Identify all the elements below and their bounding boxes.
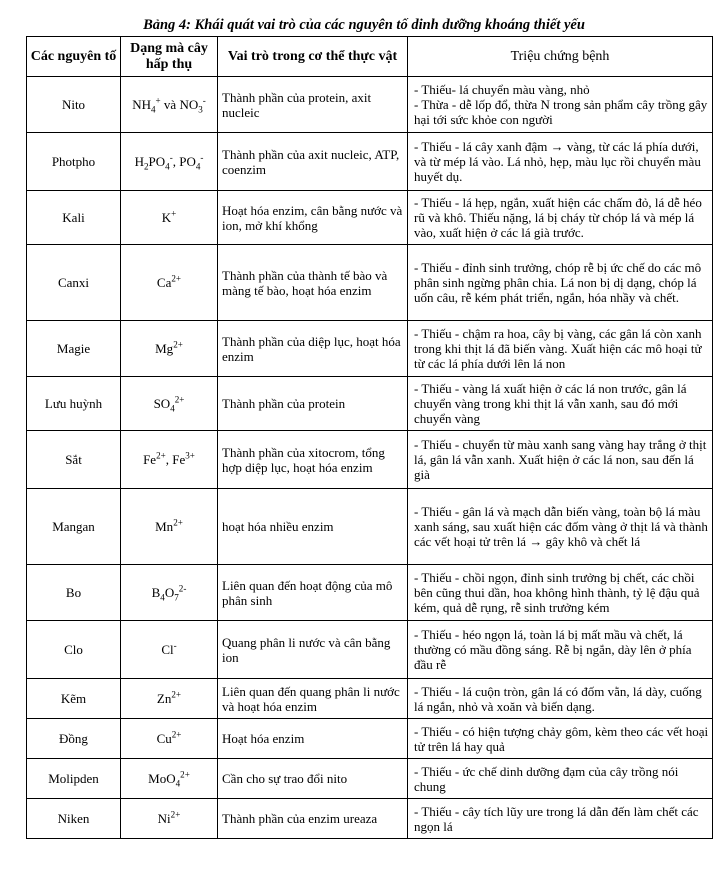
- formula-superscript: 2+: [180, 769, 190, 780]
- table-row: [27, 245, 713, 321]
- table-row: [27, 759, 713, 799]
- form-cell: [121, 191, 218, 245]
- formula-subscript: 4: [170, 403, 175, 414]
- element-cell: Photpho: [27, 133, 121, 191]
- element-cell: Magie: [27, 321, 121, 377]
- form-cell: [121, 377, 218, 431]
- symptom-line: - Thiếu - vàng lá xuất hiện ở các lá non trước, gân lá chuyển vàng trong khi thịt lá vẫn xanh, sau đó mới chuyển vàng: [414, 381, 687, 426]
- symptom-cell: [408, 321, 713, 377]
- element-cell: Kẽm: [27, 679, 121, 719]
- symptom-cell: [408, 799, 713, 839]
- formula-superscript: +: [155, 95, 161, 106]
- formula-part: MoO: [148, 771, 176, 786]
- formula-superscript: 3+: [185, 450, 195, 461]
- table-row: [27, 431, 713, 489]
- role-cell: Quang phân li nước và cân bằng ion: [218, 621, 408, 679]
- symptom-cell: [408, 191, 713, 245]
- formula-part: Cu: [156, 731, 172, 746]
- formula-superscript: 2+: [170, 809, 181, 820]
- table-row: [27, 321, 713, 377]
- formula-subscript: 7: [174, 592, 179, 603]
- formula-subscript: 4: [195, 161, 201, 172]
- form-cell: [121, 679, 218, 719]
- formula-superscript: -: [173, 640, 177, 651]
- header-role: Vai trò trong cơ thể thực vật: [218, 37, 408, 77]
- form-cell: [121, 431, 218, 489]
- symptom-line: - Thiếu - chậm ra hoa, cây bị vàng, các gân lá còn xanh trong khi thịt lá đã biến vàng. Xuất hiện các mô hoại tử từ các lá phía dưới lên lá non: [414, 326, 702, 371]
- nutrient-table: [26, 36, 713, 839]
- symptom-line: - Thừa - dễ lốp đổ, thừa N trong sản phẩm cây trồng gây hại tới sức khỏe con người: [414, 97, 708, 127]
- role-cell: hoạt hóa nhiều enzim: [218, 489, 408, 565]
- element-cell: Kali: [27, 191, 121, 245]
- element-cell: Đồng: [27, 719, 121, 759]
- role-cell: Thành phần của protein: [218, 377, 408, 431]
- element-cell: Bo: [27, 565, 121, 621]
- formula-superscript: 2-: [178, 583, 187, 594]
- header-symptom: Triệu chứng bệnh: [408, 37, 713, 77]
- symptom-cell: [408, 621, 713, 679]
- table-row: [27, 377, 713, 431]
- element-cell: Sắt: [27, 431, 121, 489]
- formula-superscript: -: [169, 152, 173, 163]
- table-row: [27, 719, 713, 759]
- symptom-line: - Thiếu - gân lá và mạch dẫn biến vàng, toàn bộ lá màu xanh sáng, sau xuất hiện các đốm vàng ở thịt lá và thành các vết hoại tử trên lá → gây khô và chết lá: [414, 504, 708, 549]
- symptom-cell: [408, 377, 713, 431]
- formula-superscript: 2+: [156, 450, 166, 461]
- formula-part: Ca: [156, 275, 172, 290]
- element-cell: Nito: [27, 77, 121, 133]
- formula-subscript: 4: [160, 592, 165, 603]
- role-cell: Thành phần của enzim ureaza: [218, 799, 408, 839]
- formula-part: H: [134, 154, 144, 169]
- form-cell: [121, 245, 218, 321]
- element-cell: Niken: [27, 799, 121, 839]
- role-cell: Hoạt hóa enzim: [218, 719, 408, 759]
- role-cell: Liên quan đến quang phân li nước và hoạt hóa enzim: [218, 679, 408, 719]
- formula-superscript: 2+: [173, 339, 183, 350]
- symptom-line: - Thiếu - chuyển từ màu xanh sang vàng hay trắng ở thịt lá, gân lá vẫn xanh. Xuất hiện ở các lá non, sau đến lá già: [414, 437, 707, 482]
- formula-part: Zn: [156, 691, 172, 706]
- symptom-line: - Thiếu - ức chế dinh dưỡng đạm của cây trồng nói chung: [414, 763, 679, 794]
- role-cell: Thành phần của diệp lục, hoạt hóa enzim: [218, 321, 408, 377]
- formula-superscript: +: [171, 208, 177, 219]
- role-cell: Thành phần của xitocrom, tổng hợp diệp lục, hoạt hóa enzim: [218, 431, 408, 489]
- symptom-line: - Thiếu - lá cây xanh đậm → vàng, từ các lá phía dưới, và từ mép lá vào. Lá nhỏ, hẹp, màu lục rồi chuyển màu huyết dụ.: [414, 139, 701, 184]
- symptom-line: - Thiếu - cây tích lũy ure trong lá dẫn đến làm chết các ngọn lá: [414, 803, 699, 834]
- header-row: [27, 37, 713, 77]
- formula-subscript: 4: [150, 104, 156, 115]
- symptom-cell: [408, 245, 713, 321]
- table-row: [27, 679, 713, 719]
- formula-part: Mg: [155, 341, 174, 356]
- formula-subscript: 3: [198, 104, 203, 115]
- form-cell: [121, 489, 218, 565]
- formula-part: và: [160, 97, 180, 112]
- symptom-line: - Thiếu- lá chuyển màu vàng, nhỏ: [414, 82, 590, 97]
- element-cell: Mangan: [27, 489, 121, 565]
- table-row: [27, 77, 713, 133]
- header-form: Dạng mà cây hấp thụ: [121, 37, 218, 77]
- symptom-line: - Thiếu - chồi ngọn, đỉnh sinh trưởng bị chết, các chồi bên cũng thui dần, hoa không hình thành, tỷ lệ đậu quả kém, quả dễ rụng, rễ sinh trưởng kém: [414, 570, 700, 615]
- symptom-cell: [408, 77, 713, 133]
- formula-part: Ni: [157, 811, 171, 826]
- formula-part: SO: [153, 396, 171, 411]
- form-cell: [121, 133, 218, 191]
- form-cell: [121, 759, 218, 799]
- symptom-line: - Thiếu - có hiện tượng chảy gôm, kèm theo các vết hoại tử trên lá hay quả: [414, 723, 709, 754]
- formula-part: Mn: [155, 519, 174, 534]
- form-cell: [121, 321, 218, 377]
- form-cell: [121, 799, 218, 839]
- formula-superscript: 2+: [174, 394, 185, 405]
- symptom-line: - Thiếu - lá hẹp, ngắn, xuất hiện các chấm đỏ, lá dễ héo rũ và khô. Thiếu nặng, lá bị cháy từ chóp lá và mép lá vào, xuất hiện ở các lá già trước.: [414, 195, 702, 240]
- formula-part: PO: [148, 154, 166, 169]
- formula-part: Cl: [161, 642, 174, 657]
- table-row: [27, 621, 713, 679]
- role-cell: Thành phần của protein, axit nucleic: [218, 77, 408, 133]
- table-row: [27, 489, 713, 565]
- formula-part: , Fe: [165, 452, 186, 467]
- symptom-line: - Thiếu - héo ngọn lá, toàn lá bị mất mầu và chết, lá thường có mầu đồng sáng. Rễ bị ngắn, dày lên ở phía đầu rễ: [414, 627, 692, 672]
- formula-superscript: -: [202, 95, 206, 106]
- formula-part: Fe: [143, 452, 157, 467]
- formula-superscript: 2+: [173, 517, 183, 528]
- role-cell: Cần cho sự trao đổi nito: [218, 759, 408, 799]
- symptom-line: - Thiếu - lá cuộn tròn, gân lá có đốm vằn, lá dày, cuống lá ngắn, nhỏ và xoăn và biến dạng.: [414, 683, 702, 714]
- formula-part: , PO: [172, 154, 196, 169]
- form-cell: [121, 565, 218, 621]
- formula-superscript: -: [200, 152, 204, 163]
- symptom-cell: [408, 719, 713, 759]
- symptom-cell: [408, 431, 713, 489]
- role-cell: Thành phần của thành tế bào và màng tế bào, hoạt hóa enzim: [218, 245, 408, 321]
- symptom-cell: [408, 565, 713, 621]
- formula-subscript: 4: [165, 161, 170, 172]
- table-row: [27, 133, 713, 191]
- formula-part: B: [151, 585, 161, 600]
- element-cell: Clo: [27, 621, 121, 679]
- table-caption: Bảng 4: Khái quát vai trò của các nguyên tố dinh dưỡng khoáng thiết yếu: [143, 17, 585, 33]
- form-cell: [121, 77, 218, 133]
- element-cell: Lưu huỳnh: [27, 377, 121, 431]
- formula-part: O: [164, 585, 175, 600]
- symptom-cell: [408, 489, 713, 565]
- table-row: [27, 191, 713, 245]
- formula-subscript: 2: [143, 161, 149, 172]
- symptom-cell: [408, 133, 713, 191]
- formula-subscript: 4: [175, 778, 181, 789]
- formula-superscript: 2+: [171, 273, 182, 284]
- formula-part: K: [161, 210, 172, 225]
- role-cell: Hoạt hóa enzim, cân bằng nước và ion, mở khí khổng: [218, 191, 408, 245]
- element-cell: Canxi: [27, 245, 121, 321]
- formula-superscript: 2+: [171, 729, 182, 740]
- element-cell: Molipden: [27, 759, 121, 799]
- role-cell: Liên quan đến hoạt động của mô phân sinh: [218, 565, 408, 621]
- header-element: Các nguyên tố: [27, 37, 121, 77]
- symptom-line: - Thiếu - đỉnh sinh trưởng, chóp rễ bị ức chế do các mô phân sinh ngừng phân chia. Lá non bị dị dạng, chóp lá uốn câu, rễ kém phát triển, ngắn, hóa nhầy và chết.: [414, 260, 702, 305]
- form-cell: [121, 621, 218, 679]
- formula-superscript: 2+: [171, 689, 182, 700]
- table-row: [27, 565, 713, 621]
- table-row: [27, 799, 713, 839]
- role-cell: Thành phần của axit nucleic, ATP, coenzim: [218, 133, 408, 191]
- formula-part: NH: [132, 97, 151, 112]
- formula-part: NO: [179, 97, 199, 112]
- symptom-cell: [408, 759, 713, 799]
- form-cell: [121, 719, 218, 759]
- symptom-cell: [408, 679, 713, 719]
